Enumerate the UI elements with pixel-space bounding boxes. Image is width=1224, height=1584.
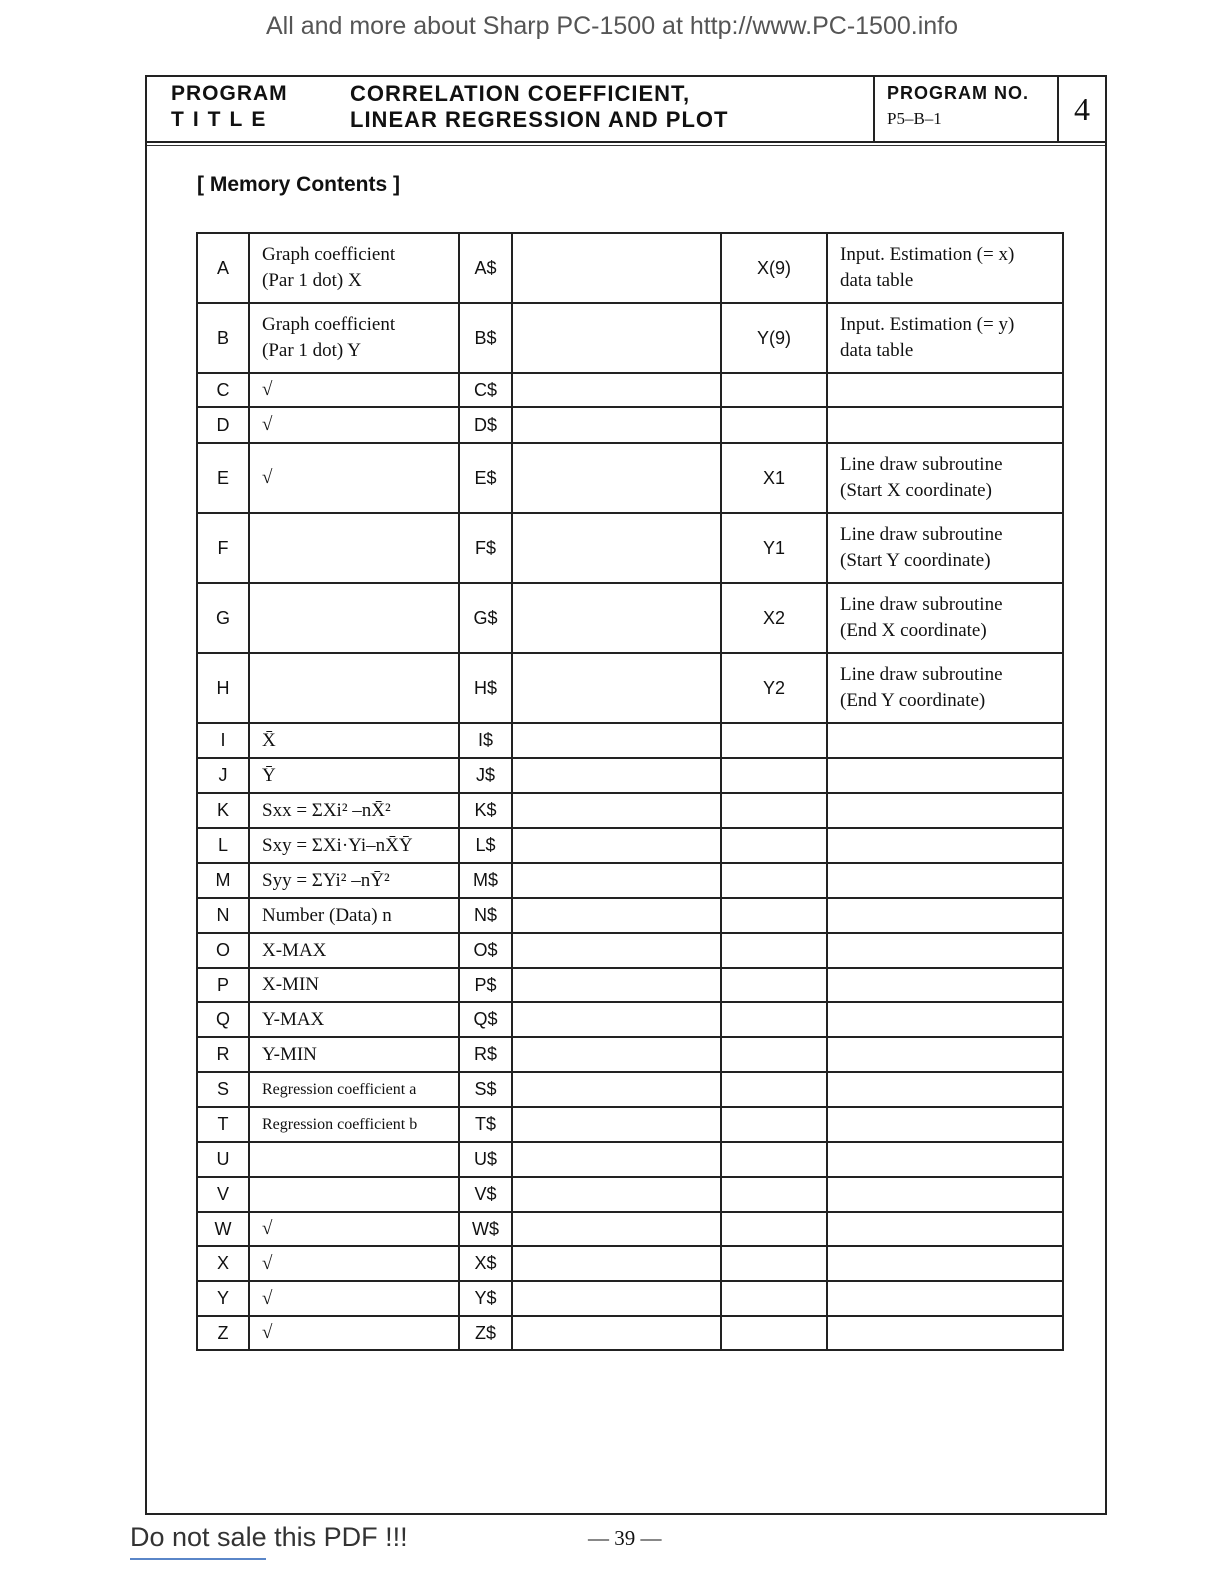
variable-description-line: √ xyxy=(262,1252,273,1274)
table-row xyxy=(197,1246,1063,1281)
array-variable-cell xyxy=(721,1246,827,1281)
string-variable-cell xyxy=(459,723,512,758)
table-row xyxy=(197,407,1063,443)
array-variable-description-cell xyxy=(827,758,1063,793)
variable-name-cell xyxy=(197,968,249,1002)
variable-description-cell xyxy=(249,933,459,968)
memory-contents-table xyxy=(196,232,1064,1351)
array-description-line: Line draw subroutine xyxy=(840,594,1003,615)
string-variable-description-cell xyxy=(512,303,721,373)
sheet-number: 4 xyxy=(1074,91,1090,127)
table-row xyxy=(197,1281,1063,1316)
string-variable-description-cell xyxy=(512,1212,721,1246)
footer-notice-underline xyxy=(130,1558,266,1560)
array-variable-cell xyxy=(721,1107,827,1142)
array-variable-description-cell xyxy=(827,723,1063,758)
variable-name-cell xyxy=(197,513,249,583)
string-variable-name: U$ xyxy=(473,1149,497,1169)
string-variable-cell xyxy=(459,1002,512,1037)
variable-description-cell xyxy=(249,583,459,653)
variable-name: N xyxy=(216,905,230,925)
array-variable-description-cell xyxy=(827,828,1063,863)
array-variable-description-cell xyxy=(827,1212,1063,1246)
program-number-box xyxy=(873,77,1059,141)
variable-name-cell xyxy=(197,1142,249,1177)
table-row xyxy=(197,303,1063,373)
array-description-line: Line draw subroutine xyxy=(840,524,1003,545)
variable-description-cell xyxy=(249,1037,459,1072)
variable-name-cell xyxy=(197,1037,249,1072)
array-variable-cell xyxy=(721,233,827,303)
table-row xyxy=(197,968,1063,1002)
variable-description-line: (Par 1 dot) Y xyxy=(262,340,362,361)
table-row xyxy=(197,1107,1063,1142)
variable-name: D xyxy=(216,414,230,435)
string-variable-description-cell xyxy=(512,407,721,443)
variable-name: L xyxy=(217,835,228,855)
array-variable-description-cell xyxy=(827,1037,1063,1072)
string-variable-name: T$ xyxy=(474,1114,496,1134)
array-variable-cell xyxy=(721,723,827,758)
string-variable-name: Z$ xyxy=(474,1322,496,1343)
table-row xyxy=(197,373,1063,407)
array-variable-description-cell xyxy=(827,303,1063,373)
string-variable-cell xyxy=(459,898,512,933)
variable-description-cell xyxy=(249,1002,459,1037)
variable-name-cell xyxy=(197,1177,249,1212)
array-variable-cell xyxy=(721,303,827,373)
array-variable-cell xyxy=(721,1316,827,1350)
variable-name-cell xyxy=(197,233,249,303)
section-heading: [ Memory Contents ] xyxy=(197,173,401,196)
variable-name: P xyxy=(216,974,229,995)
variable-description-line: √ xyxy=(262,1287,273,1309)
variable-description-cell xyxy=(249,1072,459,1107)
variable-name: A xyxy=(216,257,229,278)
memory-table-body xyxy=(197,233,1063,1350)
array-variable-cell xyxy=(721,373,827,407)
string-variable-cell xyxy=(459,1037,512,1072)
variable-description-line: Ȳ xyxy=(262,764,276,786)
variable-description-cell xyxy=(249,373,459,407)
table-row xyxy=(197,1142,1063,1177)
variable-name-cell xyxy=(197,653,249,723)
array-variable-description-cell xyxy=(827,373,1063,407)
table-row xyxy=(197,443,1063,513)
array-variable-name: Y2 xyxy=(762,677,786,698)
variable-description-line: Sxx = ΣXi² –nX̄² xyxy=(262,799,391,821)
variable-name-cell xyxy=(197,303,249,373)
string-variable-cell xyxy=(459,1212,512,1246)
table-row xyxy=(197,513,1063,583)
string-variable-description-cell xyxy=(512,1072,721,1107)
array-variable-name: X2 xyxy=(762,607,786,628)
array-description-line: (End X coordinate) xyxy=(840,620,987,641)
string-variable-description-cell xyxy=(512,443,721,513)
variable-name: M xyxy=(215,870,231,890)
variable-description-line: Graph coefficient xyxy=(262,314,396,335)
variable-description-line: √ xyxy=(262,379,273,400)
variable-name-cell xyxy=(197,373,249,407)
table-row xyxy=(197,1316,1063,1350)
variable-description-cell xyxy=(249,898,459,933)
array-variable-cell xyxy=(721,407,827,443)
variable-name-cell xyxy=(197,1281,249,1316)
table-row xyxy=(197,1002,1063,1037)
array-variable-cell xyxy=(721,933,827,968)
variable-description-cell xyxy=(249,1107,459,1142)
array-variable-cell xyxy=(721,1281,827,1316)
variable-name-cell xyxy=(197,863,249,898)
variable-name: T xyxy=(217,1114,229,1134)
table-row xyxy=(197,863,1063,898)
array-variable-cell xyxy=(721,758,827,793)
string-variable-name: Y$ xyxy=(474,1288,497,1308)
string-variable-description-cell xyxy=(512,583,721,653)
variable-name: V xyxy=(216,1184,229,1204)
variable-name: R xyxy=(216,1044,230,1064)
array-variable-description-cell xyxy=(827,1316,1063,1350)
table-row xyxy=(197,933,1063,968)
string-variable-cell xyxy=(459,863,512,898)
footer-page-number: — 39 — xyxy=(588,1526,662,1550)
variable-description-cell xyxy=(249,863,459,898)
array-variable-description-cell xyxy=(827,898,1063,933)
string-variable-name: L$ xyxy=(475,835,496,855)
variable-description-line: √ xyxy=(262,467,273,488)
variable-name-cell xyxy=(197,1072,249,1107)
string-variable-description-cell xyxy=(512,723,721,758)
variable-name-cell xyxy=(197,583,249,653)
footer-notice: Do not sale this PDF !!! xyxy=(130,1522,408,1552)
variable-description-cell xyxy=(249,233,459,303)
variable-name: E xyxy=(216,467,229,488)
array-variable-cell xyxy=(721,1002,827,1037)
variable-name-cell xyxy=(197,933,249,968)
array-description-line: Line draw subroutine xyxy=(840,664,1003,685)
string-variable-description-cell xyxy=(512,1281,721,1316)
string-variable-cell xyxy=(459,373,512,407)
string-variable-name: Q$ xyxy=(473,1009,498,1029)
variable-description-line: √ xyxy=(262,414,273,435)
variable-description-cell xyxy=(249,723,459,758)
array-variable-cell xyxy=(721,1072,827,1107)
string-variable-name: V$ xyxy=(474,1184,497,1204)
string-variable-name: B$ xyxy=(474,327,497,348)
variable-description-line: Y-MAX xyxy=(262,1008,325,1030)
variable-name-cell xyxy=(197,723,249,758)
variable-description-line: X-MIN xyxy=(262,974,319,995)
string-variable-cell xyxy=(459,583,512,653)
string-variable-name: A$ xyxy=(474,257,497,278)
variable-name: J xyxy=(218,765,228,785)
array-description-line: (Start Y coordinate) xyxy=(840,550,991,571)
variable-description-cell xyxy=(249,513,459,583)
variable-description-line: X̄ xyxy=(262,729,276,751)
variable-description-cell xyxy=(249,443,459,513)
string-variable-description-cell xyxy=(512,1177,721,1212)
array-variable-description-cell xyxy=(827,653,1063,723)
variable-description-cell xyxy=(249,1316,459,1350)
array-variable-cell xyxy=(721,828,827,863)
variable-name: H xyxy=(216,677,230,698)
string-variable-description-cell xyxy=(512,933,721,968)
variable-description-line: √ xyxy=(262,1218,273,1239)
variable-name-cell xyxy=(197,898,249,933)
variable-name-cell xyxy=(197,443,249,513)
array-variable-cell xyxy=(721,1037,827,1072)
string-variable-cell xyxy=(459,1072,512,1107)
string-variable-name: H$ xyxy=(473,677,497,698)
array-variable-cell xyxy=(721,898,827,933)
array-variable-description-cell xyxy=(827,1002,1063,1037)
string-variable-description-cell xyxy=(512,653,721,723)
variable-name: K xyxy=(216,800,229,820)
string-variable-cell xyxy=(459,793,512,828)
string-variable-description-cell xyxy=(512,513,721,583)
array-variable-description-cell xyxy=(827,863,1063,898)
variable-description-cell xyxy=(249,968,459,1002)
array-variable-description-cell xyxy=(827,1281,1063,1316)
table-row xyxy=(197,1072,1063,1107)
array-description-line: Line draw subroutine xyxy=(840,454,1003,475)
variable-name: X xyxy=(216,1253,229,1273)
variable-name: I xyxy=(220,730,226,750)
variable-description-line: Regression coefficient b xyxy=(262,1115,418,1133)
table-row xyxy=(197,758,1063,793)
variable-name: Y xyxy=(216,1288,229,1308)
variable-description-line: (Par 1 dot) X xyxy=(262,270,362,291)
variable-name-cell xyxy=(197,828,249,863)
variable-description-cell xyxy=(249,793,459,828)
string-variable-description-cell xyxy=(512,968,721,1002)
program-number-label: PROGRAM NO. xyxy=(887,83,1030,103)
string-variable-cell xyxy=(459,233,512,303)
array-variable-cell xyxy=(721,793,827,828)
string-variable-description-cell xyxy=(512,758,721,793)
string-variable-cell xyxy=(459,653,512,723)
string-variable-name: I$ xyxy=(477,730,493,750)
header-divider xyxy=(147,145,1105,146)
string-variable-name: C$ xyxy=(473,379,497,400)
variable-name: Q xyxy=(215,1009,230,1029)
variable-name: B xyxy=(216,327,229,348)
variable-description-cell xyxy=(249,1177,459,1212)
string-variable-description-cell xyxy=(512,233,721,303)
string-variable-cell xyxy=(459,758,512,793)
program-label-line2: TITLE xyxy=(171,108,275,131)
variable-name-cell xyxy=(197,793,249,828)
array-description-line: Input. Estimation (= y) xyxy=(840,314,1015,335)
array-variable-cell xyxy=(721,1212,827,1246)
array-variable-name: Y(9) xyxy=(756,327,791,348)
string-variable-description-cell xyxy=(512,898,721,933)
variable-description-line: Regression coefficient a xyxy=(262,1080,417,1098)
variable-name-cell xyxy=(197,407,249,443)
array-variable-cell xyxy=(721,968,827,1002)
program-label-line1: PROGRAM xyxy=(171,82,288,105)
string-variable-name: J$ xyxy=(475,765,495,785)
variable-description-cell xyxy=(249,1281,459,1316)
array-variable-cell xyxy=(721,1177,827,1212)
string-variable-cell xyxy=(459,933,512,968)
variable-name: G xyxy=(215,607,230,628)
array-variable-cell xyxy=(721,1142,827,1177)
string-variable-description-cell xyxy=(512,1316,721,1350)
table-row xyxy=(197,898,1063,933)
variable-name: C xyxy=(216,379,230,400)
variable-name-cell xyxy=(197,758,249,793)
string-variable-name: O$ xyxy=(473,940,498,960)
array-variable-cell xyxy=(721,653,827,723)
program-title-line1: CORRELATION COEFFICIENT, xyxy=(350,81,691,106)
string-variable-name: W$ xyxy=(472,1218,499,1239)
array-variable-description-cell xyxy=(827,1142,1063,1177)
string-variable-cell xyxy=(459,303,512,373)
string-variable-description-cell xyxy=(512,1246,721,1281)
array-variable-description-cell xyxy=(827,1246,1063,1281)
program-title-line2: LINEAR REGRESSION AND PLOT xyxy=(350,107,729,132)
string-variable-description-cell xyxy=(512,1142,721,1177)
string-variable-cell xyxy=(459,1177,512,1212)
array-variable-cell xyxy=(721,583,827,653)
string-variable-name: F$ xyxy=(474,537,496,558)
variable-description-cell xyxy=(249,1212,459,1246)
table-row xyxy=(197,653,1063,723)
variable-description-cell xyxy=(249,1246,459,1281)
string-variable-name: S$ xyxy=(474,1079,497,1099)
site-banner: All and more about Sharp PC-1500 at http://www.PC-1500.info xyxy=(265,12,959,40)
string-variable-cell xyxy=(459,968,512,1002)
table-row xyxy=(197,1212,1063,1246)
array-variable-description-cell xyxy=(827,933,1063,968)
variable-name: S xyxy=(216,1079,229,1099)
string-variable-cell xyxy=(459,1246,512,1281)
array-variable-description-cell xyxy=(827,443,1063,513)
array-variable-description-cell xyxy=(827,233,1063,303)
array-description-line: data table xyxy=(840,340,914,361)
string-variable-name: X$ xyxy=(474,1253,497,1273)
variable-name-cell xyxy=(197,1107,249,1142)
string-variable-cell xyxy=(459,1281,512,1316)
variable-description-line: Y-MIN xyxy=(262,1043,317,1065)
array-variable-cell xyxy=(721,443,827,513)
program-number-value: P5–B–1 xyxy=(887,109,942,128)
string-variable-description-cell xyxy=(512,1037,721,1072)
variable-description-cell xyxy=(249,653,459,723)
array-variable-description-cell xyxy=(827,968,1063,1002)
program-header xyxy=(147,77,1105,143)
variable-description-cell xyxy=(249,407,459,443)
variable-description-cell xyxy=(249,303,459,373)
table-row xyxy=(197,828,1063,863)
array-variable-description-cell xyxy=(827,513,1063,583)
program-title xyxy=(350,81,728,133)
string-variable-name: E$ xyxy=(474,467,497,488)
array-variable-description-cell xyxy=(827,1177,1063,1212)
string-variable-name: R$ xyxy=(473,1044,497,1064)
string-variable-name: P$ xyxy=(474,974,497,995)
array-variable-description-cell xyxy=(827,1072,1063,1107)
variable-description-line: Syy = ΣYi² –nȲ² xyxy=(262,869,390,891)
variable-name-cell xyxy=(197,1212,249,1246)
string-variable-description-cell xyxy=(512,373,721,407)
array-variable-description-cell xyxy=(827,1107,1063,1142)
string-variable-description-cell xyxy=(512,863,721,898)
array-variable-name: X(9) xyxy=(756,257,791,278)
variable-name-cell xyxy=(197,1246,249,1281)
variable-description-line: Sxy = ΣXi·Yi–nX̄Ȳ xyxy=(262,834,413,856)
string-variable-cell xyxy=(459,443,512,513)
variable-description-line: Number (Data) n xyxy=(262,904,392,926)
variable-name-cell xyxy=(197,1002,249,1037)
variable-description-line: Graph coefficient xyxy=(262,244,396,265)
variable-name: W xyxy=(214,1218,232,1239)
variable-name: O xyxy=(215,940,230,960)
string-variable-name: M$ xyxy=(472,870,498,890)
array-variable-description-cell xyxy=(827,793,1063,828)
variable-description-cell xyxy=(249,758,459,793)
array-variable-name: X1 xyxy=(762,467,786,488)
table-row xyxy=(197,793,1063,828)
table-row xyxy=(197,1037,1063,1072)
string-variable-cell xyxy=(459,828,512,863)
string-variable-name: G$ xyxy=(473,607,498,628)
variable-description-cell xyxy=(249,828,459,863)
table-row xyxy=(197,723,1063,758)
string-variable-description-cell xyxy=(512,1002,721,1037)
array-description-line: data table xyxy=(840,270,914,291)
string-variable-cell xyxy=(459,407,512,443)
variable-name: Z xyxy=(217,1322,229,1343)
string-variable-cell xyxy=(459,1107,512,1142)
string-variable-cell xyxy=(459,513,512,583)
string-variable-name: N$ xyxy=(473,905,497,925)
string-variable-cell xyxy=(459,1316,512,1350)
string-variable-description-cell xyxy=(512,1107,721,1142)
array-variable-name: Y1 xyxy=(762,537,786,558)
variable-name: F xyxy=(217,537,229,558)
array-description-line: (Start X coordinate) xyxy=(840,480,992,501)
table-row xyxy=(197,1177,1063,1212)
program-title-label xyxy=(171,81,288,133)
variable-name: U xyxy=(216,1149,230,1169)
table-row xyxy=(197,583,1063,653)
string-variable-description-cell xyxy=(512,828,721,863)
variable-description-line: √ xyxy=(262,1322,273,1343)
array-description-line: Input. Estimation (= x) xyxy=(840,244,1015,265)
string-variable-description-cell xyxy=(512,793,721,828)
variable-name-cell xyxy=(197,1316,249,1350)
array-description-line: (End Y coordinate) xyxy=(840,690,986,711)
string-variable-name: K$ xyxy=(474,800,497,820)
array-variable-description-cell xyxy=(827,407,1063,443)
variable-description-line: X-MAX xyxy=(262,939,327,961)
variable-description-cell xyxy=(249,1142,459,1177)
array-variable-cell xyxy=(721,863,827,898)
table-row xyxy=(197,233,1063,303)
string-variable-cell xyxy=(459,1142,512,1177)
string-variable-name: D$ xyxy=(473,414,497,435)
array-variable-cell xyxy=(721,513,827,583)
array-variable-description-cell xyxy=(827,583,1063,653)
